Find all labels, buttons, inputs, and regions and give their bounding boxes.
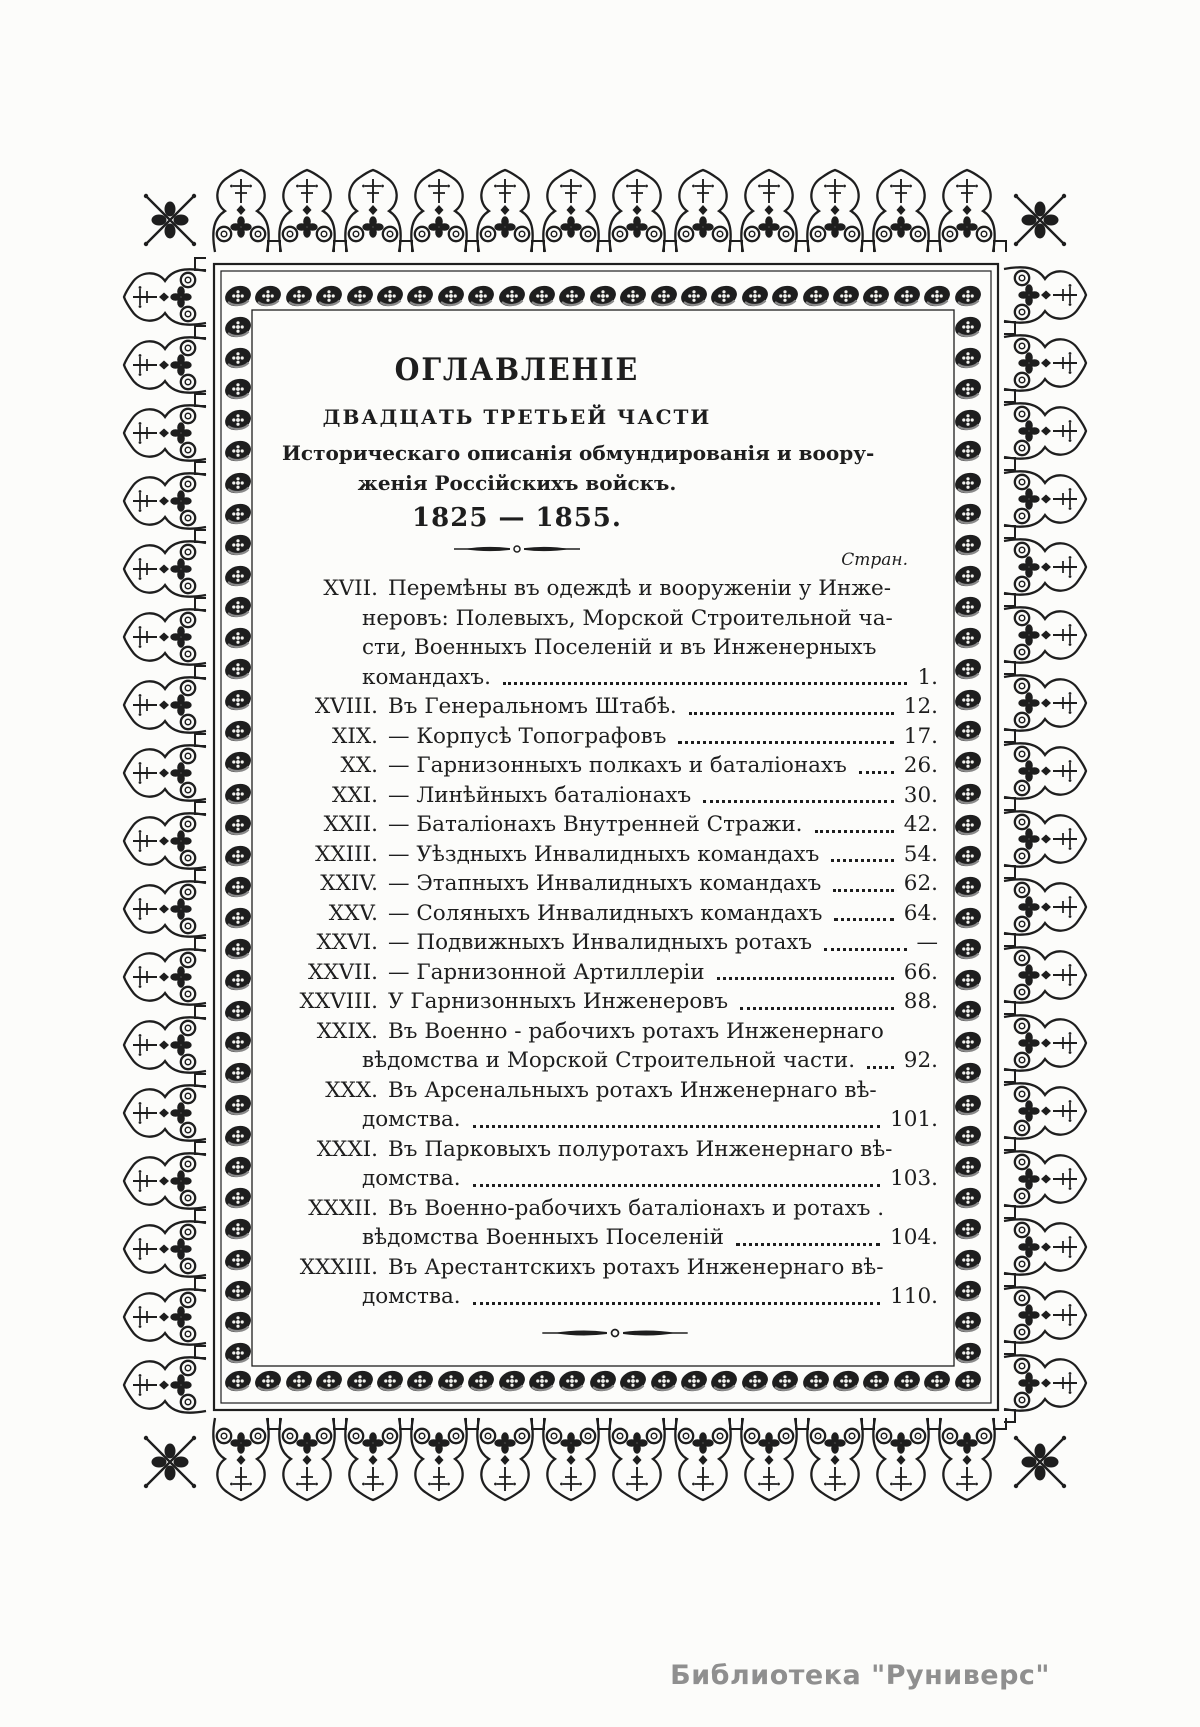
- toc-entry-page: 42.: [903, 812, 938, 837]
- page-title: ОГЛАВЛЕНІЕ: [394, 352, 640, 388]
- toc-list: [292, 574, 938, 1312]
- toc-entry-page: 88.: [903, 989, 938, 1014]
- toc-entry-text: — Этапныхъ Инвалидныхъ командахъ: [388, 871, 822, 896]
- toc-entry-lastline: [362, 1046, 938, 1076]
- toc-entry-line: неровъ: Полевыхъ, Морской Строительной ча-: [362, 605, 893, 631]
- toc-entry-body: [388, 899, 938, 929]
- toc-entry-text: — Корпусѣ Топографовъ: [388, 723, 667, 749]
- toc-entry: [292, 810, 938, 840]
- toc-entry: [292, 928, 938, 958]
- toc-entry-text: — Линѣйныхъ баталіонахъ: [388, 782, 692, 808]
- toc-entry-body: [388, 751, 938, 781]
- toc-entry: [292, 722, 938, 752]
- toc-entry-text: вѣдомства Военныхъ Поселеній: [362, 1225, 724, 1250]
- toc-entry-page: 110.: [890, 1284, 938, 1309]
- toc-entry-number: XVII.: [323, 576, 378, 601]
- toc-entry-lastline: [388, 692, 938, 722]
- toc-entry-lastline: [388, 899, 938, 929]
- toc-entry-text: — Соляныхъ Инвалидныхъ командахъ: [388, 900, 823, 926]
- dot-leader: [833, 889, 893, 892]
- toc-entry-page: 12.: [903, 694, 938, 719]
- toc-entry: [292, 751, 938, 781]
- toc-entry-page: 30.: [903, 782, 938, 808]
- dot-leader: [503, 682, 908, 685]
- dot-leader: [703, 800, 894, 803]
- dot-leader: [831, 859, 893, 862]
- toc-entry-text: — Уѣздныхъ Инвалидныхъ командахъ: [388, 841, 820, 867]
- toc-entry-number: XXVIII.: [299, 989, 378, 1014]
- toc-entry-lastline: [362, 663, 938, 693]
- dot-leader: [473, 1184, 881, 1187]
- toc-entry-text: — Гарнизонной Артиллеріи: [388, 959, 705, 985]
- toc-entry-lastline: [388, 987, 938, 1017]
- part-subtitle: ДВАДЦАТЬ ТРЕТЬЕЙ ЧАСТИ: [322, 405, 712, 429]
- toc-entry-body: [388, 987, 938, 1017]
- toc-entry: [292, 1135, 938, 1194]
- toc-entry-page: 54.: [903, 841, 938, 867]
- dot-leader: [740, 1007, 894, 1010]
- toc-entry-number: XXXII.: [308, 1195, 378, 1221]
- title-block: [282, 352, 875, 554]
- toc-entry-lastline: [388, 928, 938, 958]
- toc-entry-number: XXIII.: [315, 841, 378, 867]
- toc-entry-body: [362, 1253, 938, 1312]
- toc-entry-text: домства.: [362, 1166, 461, 1191]
- toc-entry: [292, 840, 938, 870]
- toc-entry-lastline: [388, 958, 938, 988]
- toc-entry-lastline: [388, 722, 938, 752]
- toc-entry-line: Въ Парковыхъ полуротахъ Инженернаго вѣ-: [388, 1136, 893, 1162]
- toc-entry-lastline: [362, 1164, 938, 1194]
- toc-entry-page: —: [916, 930, 938, 955]
- work-title-line2: женія Россійскихъ войскъ.: [357, 471, 677, 495]
- toc-entry: [292, 869, 938, 899]
- dot-leader: [717, 977, 894, 980]
- toc-entry-text: домства.: [362, 1284, 461, 1309]
- toc-entry-page: 62.: [903, 871, 938, 896]
- toc-entry-text: У Гарнизонныхъ Инженеровъ: [388, 989, 729, 1014]
- toc-entry-body: [362, 1076, 938, 1135]
- dot-leader: [824, 948, 906, 951]
- toc-entry-lastline: [388, 751, 938, 781]
- toc-entry: [292, 899, 938, 929]
- dot-leader: [815, 830, 894, 833]
- toc-entry-lastline: [388, 810, 938, 840]
- toc-entry: [292, 987, 938, 1017]
- toc-entry: [292, 574, 938, 692]
- dot-leader: [473, 1125, 881, 1128]
- toc-entry-body: [362, 1135, 938, 1194]
- toc-entry-text: — Баталіонахъ Внутренней Стражи.: [388, 812, 803, 837]
- toc-entry-lastline: [362, 1282, 938, 1312]
- toc-entry-number: XXXIII.: [299, 1254, 378, 1280]
- toc-entry-page: 104.: [890, 1225, 938, 1250]
- toc-entry: [292, 692, 938, 722]
- toc-entry-number: XXIV.: [320, 871, 378, 896]
- toc-entry-line: Въ Военно-рабочихъ баталіонахъ и ротахъ .: [388, 1195, 885, 1221]
- toc-entry: [292, 1194, 938, 1253]
- tailpiece-divider-icon: [540, 1327, 690, 1339]
- date-range: 1825 — 1855.: [412, 503, 622, 533]
- toc-entry-lastline: [388, 840, 938, 870]
- toc-entry-line: Въ Военно - рабочихъ ротахъ Инженернаго: [388, 1018, 884, 1044]
- dot-leader: [867, 1066, 894, 1069]
- toc-entry-body: [362, 1017, 938, 1076]
- toc-entry-number: XVIII.: [314, 694, 378, 719]
- toc-entry: [292, 1076, 938, 1135]
- toc-entry-number: XXV.: [328, 900, 378, 926]
- toc-entry-line: Въ Арестантскихъ ротахъ Инженернаго вѣ-: [388, 1254, 884, 1280]
- toc-entry-number: XXVII.: [308, 959, 378, 985]
- toc-entry-number: XXX.: [325, 1077, 378, 1103]
- toc-entry-body: [388, 958, 938, 988]
- toc-entry-number: XX.: [340, 753, 378, 778]
- toc-entry-body: [388, 781, 938, 811]
- toc-entry-number: XXII.: [323, 812, 378, 837]
- toc-entry-lastline: [362, 1223, 938, 1253]
- toc-entry-text: — Гарнизонныхъ полкахъ и баталіонахъ: [388, 753, 847, 778]
- toc-entry-page: 92.: [903, 1048, 938, 1073]
- toc-entry-text: домства.: [362, 1107, 461, 1132]
- toc-entry-page: 103.: [890, 1166, 938, 1191]
- toc-entry-lastline: [388, 781, 938, 811]
- dot-leader: [834, 918, 893, 921]
- toc-entry-number: XIX.: [332, 723, 378, 749]
- toc-entry-body: [362, 1194, 938, 1253]
- toc-entry-body: [388, 869, 938, 899]
- toc-entry-text: Въ Генеральномъ Штабѣ.: [388, 694, 677, 719]
- toc-entry-lastline: [362, 1105, 938, 1135]
- toc-entry-page: 17.: [903, 723, 938, 749]
- toc-entry-page: 101.: [890, 1107, 938, 1132]
- toc-entry-line: сти, Военныхъ Поселеній и въ Инженерныхъ: [362, 635, 877, 660]
- toc-entry-body: [388, 722, 938, 752]
- toc-entry-number: XXIX.: [316, 1018, 378, 1044]
- toc-entry-body: [388, 810, 938, 840]
- tailpiece: [292, 1324, 938, 1343]
- toc-entry-text: командахъ.: [362, 664, 491, 690]
- toc-entry-lastline: [388, 869, 938, 899]
- dot-leader: [859, 771, 894, 774]
- toc-entry-page: 66.: [903, 959, 938, 985]
- dot-leader: [473, 1302, 881, 1305]
- work-title-line1: Историческаго описанія обмундированія и воору-: [282, 441, 875, 465]
- toc-entry: [292, 781, 938, 811]
- toc-entry-page: 64.: [903, 900, 938, 926]
- toc-entry-line: Перемѣны въ одеждѣ и вооруженіи у Инже-: [388, 576, 892, 601]
- toc-entry-number: XXVI.: [316, 930, 378, 955]
- toc-entry-line: Въ Арсенальныхъ ротахъ Инженернаго вѣ-: [388, 1077, 877, 1103]
- watermark-text: Библиотека "Руниверс": [670, 1660, 1050, 1691]
- toc-entry: [292, 958, 938, 988]
- dot-leader: [689, 712, 894, 715]
- toc-entry-text: вѣдомства и Морской Строительной части.: [362, 1048, 856, 1073]
- toc-entry-page: 26.: [903, 753, 938, 778]
- toc-entry: [292, 1017, 938, 1076]
- toc-content: [282, 352, 938, 1309]
- dot-leader: [678, 741, 893, 744]
- swelled-rule-divider: [452, 544, 582, 554]
- toc-entry-number: XXXI.: [316, 1136, 378, 1162]
- page-column-label: Стран.: [841, 550, 908, 570]
- toc-entry-text: — Подвижныхъ Инвалидныхъ ротахъ: [388, 930, 813, 955]
- toc-entry-body: [388, 840, 938, 870]
- toc-entry-number: XXI.: [332, 782, 378, 808]
- toc-entry-page: 1.: [917, 664, 938, 690]
- dot-leader: [736, 1243, 880, 1246]
- toc-entry: [292, 1253, 938, 1312]
- toc-entry-body: [388, 928, 938, 958]
- toc-entry-body: [362, 574, 938, 692]
- toc-entry-body: [388, 692, 938, 722]
